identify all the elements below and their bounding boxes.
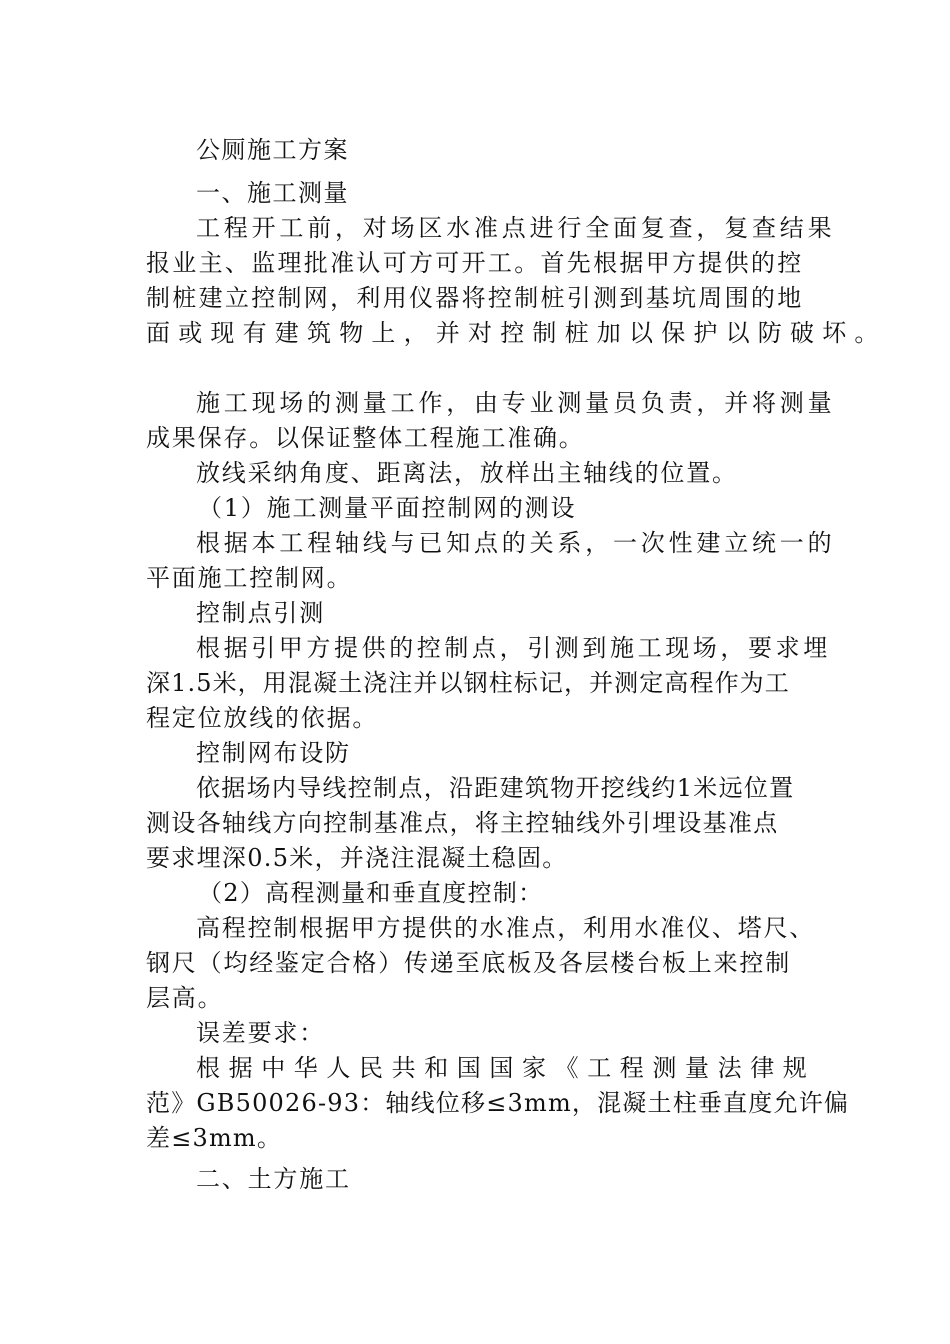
paragraph-line: 制桩建立控制网，利用仪器将控制桩引测到基坑周围的地	[146, 284, 804, 312]
paragraph-line: 层高。	[146, 984, 224, 1012]
paragraph-line: 放线采纳角度、距离法，放样出主轴线的位置。	[196, 459, 738, 487]
paragraph-line: 深1.5米，用混凝土浇注并以钢柱标记，并测定高程作为工	[146, 669, 790, 697]
paragraph-line: 施工现场的测量工作，由专业测量员负责，并将测量	[196, 389, 836, 417]
paragraph-line: 高程控制根据甲方提供的水准点，利用水准仪、塔尺、	[196, 914, 816, 942]
paragraph-line: 范》GB50026-93：轴线位移≤3mm，混凝土柱垂直度允许偏	[146, 1089, 850, 1117]
paragraph-line: 面或现有建筑物上，并对控制桩加以保护以防破坏。	[146, 319, 887, 347]
paragraph-line: 依据场内导线控制点，沿距建筑物开挖线约1米远位置	[196, 774, 795, 802]
paragraph-line: 成果保存。以保证整体工程施工准确。	[146, 424, 585, 452]
subsection-heading: （1）施工测量平面控制网的测设	[198, 494, 577, 522]
paragraph-line: 根据本工程轴线与已知点的关系，一次性建立统一的	[196, 529, 836, 557]
section-heading-earthwork: 二、土方施工	[196, 1165, 351, 1193]
paragraph-line: 平面施工控制网。	[146, 564, 353, 592]
paragraph-line: 钢尺（均经鉴定合格）传递至底板及各层楼台板上来控制	[146, 949, 791, 977]
paragraph-line: 要求埋深0.5米，并浇注混凝土稳固。	[146, 844, 568, 872]
paragraph-line: 根据引甲方提供的控制点，引测到施工现场，要求埋	[196, 634, 831, 662]
paragraph-line: 根据中华人民共和国国家《工程测量法律规	[196, 1054, 816, 1082]
paragraph-line: 工程开工前，对场区水准点进行全面复查，复查结果	[196, 214, 836, 242]
paragraph-line: 测设各轴线方向控制基准点，将主控轴线外引埋设基准点	[146, 809, 779, 837]
paragraph-heading: 控制网布设防	[196, 739, 351, 767]
paragraph-line: 报业主、监理批准认可方可开工。首先根据甲方提供的控	[146, 249, 804, 277]
document-title: 公厕施工方案	[196, 136, 349, 164]
paragraph-line: 程定位放线的依据。	[146, 704, 379, 732]
paragraph-heading: 误差要求：	[196, 1019, 325, 1047]
section-heading-survey: 一、施工测量	[196, 179, 349, 207]
paragraph-heading: 控制点引测	[196, 599, 325, 627]
paragraph-line: 差≤3mm。	[146, 1124, 283, 1152]
subsection-heading: （2）高程测量和垂直度控制：	[198, 879, 544, 907]
